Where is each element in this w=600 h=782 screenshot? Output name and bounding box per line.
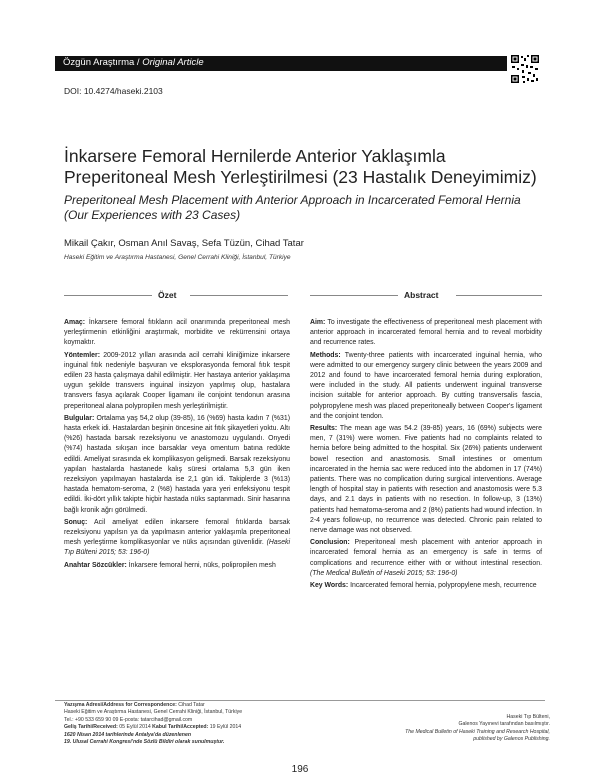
- article-type-sep: /: [136, 57, 140, 68]
- ozet-citation: (Haseki Tıp Bülteni 2015; 53: 196-0): [64, 539, 290, 557]
- abstract-keywords: [310, 581, 542, 591]
- article-type-band: [55, 56, 507, 71]
- abstract-rule-left: [310, 295, 398, 296]
- publisher-line-2: Galenos Yayınevi tarafından basılmıştır.: [458, 721, 550, 728]
- correspondence-address: Haseki Eğitim ve Araştırma Hastanesi, Genel Cerrahi Kliniği, İstanbul, Türkiye: [64, 709, 243, 716]
- ozet-anahtar-text: İnkarsere femoral herni, nüks, polipropilen mesh: [128, 561, 276, 569]
- title-english: Preperitoneal Mesh Placement with Anterior Approach in Incarcerated Femoral Hernia (Our Experiences with 23 Cases): [64, 193, 521, 222]
- abstract-aim-text: To investigate the effectiveness of preperitoneal mesh placement with anterior approach in incarcerated femoral hernia and to reveal morbidity and recurrence rates.: [310, 319, 542, 347]
- ozet-column: [64, 318, 290, 573]
- abstract-keywords-label: Key Words:: [310, 582, 349, 590]
- article-type-label: [63, 57, 204, 68]
- authors: Mikail Çakır, Osman Anıl Savaş, Sefa Tüzün, Cihad Tatar: [64, 238, 304, 249]
- abstract-aim: [310, 318, 542, 349]
- abstract-column: [310, 318, 542, 593]
- ozet-rule-right: [190, 295, 288, 296]
- title-turkish: İnkarsere Femoral Hernilerde Anterior Yaklaşımla Preperitoneal Mesh Yerleştirilmesi (23 Hastalık Deneyimimiz): [64, 146, 537, 187]
- article-type-en: Original Article: [142, 57, 204, 68]
- ozet-yontem-text: 2009-2012 yılları arasında acil cerrahi kliniğimize inkarsere inguinal fıtık nedeniyle başvuran ve eksplorasyonda femoral fıtık tespit edilen 23 hasta çalışmaya dahil edilmiştir. Her hastaya anterior yaklaşıma uygun şekilde transvers inguinal insizyon yapılmış olup, hastalara transvers fasya açılarak Cooper ligamanı ile conjoint tendonun arasına preperitoneal alana polypropilen mesh yerleştirilmiştir.: [64, 351, 290, 410]
- abstract-aim-label: Aim:: [310, 319, 326, 326]
- qr-code-icon: [510, 54, 540, 84]
- received-date: 05 Eylül 2014: [119, 724, 151, 731]
- ozet-amac: [64, 318, 290, 349]
- ozet-amac-label: Amaç:: [64, 319, 86, 326]
- publisher-line-3: The Medical Bulletin of Haseki Training and Research Hospital,: [405, 728, 550, 735]
- received-label: Geliş Tarihi/Received:: [64, 724, 118, 731]
- abstract-results-text: The mean age was 54.2 (39-85) years, 16 (69%) subjects were men, 7 (31%) were women. Five patients had no complaints related to hernia before being admitted to the hospital. Six (26%) patients underwent bowel resection and anastomosis. Small intestines or omentum incarcerated in the hernia sac were reduced into the abdomen in 17 (74%) patients. There was no complication during surgical interventions. Average length of hospital stay in patients with resection and anastomosis were 5.3 days, and 2.1 days in patients with no resection. In follow-up, 3 (13%) patients had hematoma-seroma and 2 (8%) patients had wound infection. In 2-4 years follow-up, no recurrence was detected. Chronic pain related to nerve damage was not observed.: [310, 425, 542, 535]
- abstract-results: [310, 424, 542, 536]
- ozet-yontem: [64, 351, 290, 412]
- correspondence-footer: [64, 702, 294, 746]
- ozet-bulgu: [64, 414, 290, 516]
- abstract-results-label: Results:: [310, 425, 338, 433]
- presentation-note-2: 19. Ulusal Cerrahi Kongresi'nde Sözlü Bildiri olarak sunulmuştur.: [64, 739, 225, 746]
- ozet-bulgu-label: Bulgular:: [64, 414, 95, 422]
- publisher-line-4: published by Galenos Publishing.: [473, 736, 550, 743]
- publisher-line-1: Haseki Tıp Bülteni,: [506, 714, 550, 720]
- doi: DOI: 10.4274/haseki.2103: [64, 86, 163, 96]
- ozet-sonuc-text: Acil ameliyat edilen inkarsere femoral fıtıklarda barsak rezeksiyonu yapılsın ya da yapılmasın anterior yaklaşımla preperitoneal mesh yerleştirme komplikasyonlar ve nüks açısından güvenlidir.: [64, 518, 290, 547]
- abstract-conclusion: [310, 538, 542, 579]
- page-number: 196: [291, 764, 309, 775]
- abstract-conclusion-label: Conclusion:: [310, 539, 350, 547]
- ozet-amac-text: İnkarsere femoral fıtıkların acil onarımında preperitoneal mesh yerleştirmenin etkinliğini araştırmak, morbidite ve rekürrensini ortaya koymaktır.: [64, 319, 290, 347]
- article-type-tr: Özgün Araştırma: [63, 57, 135, 68]
- abstract-methods-text: Twenty-three patients with incarcerated inguinal hernia, who were admitted to our emergency surgery clinic between the years 2009 and 2012 and found to have incarcerated femoral hernia during exploration, were included in the study. All patients underwent inguinal transverse incision suitable for anterior approach. By cutting transversalis fascia, polypropylene mesh was placed preperitoneally between Cooper's ligament and the conjoint tendon.: [310, 351, 542, 420]
- correspondence-label: Yazışma Adresi/Address for Correspondence:: [64, 702, 177, 708]
- ozet-anahtar-label: Anahtar Sözcükler:: [64, 561, 127, 569]
- ozet-bulgu-text: Ortalama yaş 54,2 olup (39-85), 16 (%69) hasta kadın 7 (%31) hasta erkek idi. Hastalardan beşinin öncesine ait fıtık şikayetleri yoktu. Altı (%26) hastada barsak rezeksiyonu ve anastomozu uygulandı. Onyedi (%74) hastada sıkışan ince barsaklar veya omentum batına redükte edildi. Ameliyat sırasında ek komplikasyon gelişmedi. Barsak rezeksiyonu yapılan hastalarda hastanede kalış süresi ortalama 5,3 gün iken rezeksiyon yapılmayan hastalarda ise 2,1 gün idi. Takiplerde 3 (%13) hastada hematom-seroma, 2 (%8) hastada yara yeri enfeksiyonu tespit edildi. İki-dört yıllık takipte hiçbir hastada nüks saptanmadı. Sinir hasarına bağlı kronik ağrı görülmedi.: [64, 414, 290, 514]
- ozet-yontem-label: Yöntemler:: [64, 351, 100, 359]
- ozet-heading: Özet: [158, 290, 177, 300]
- abstract-citation: (The Medical Bulletin of Haseki 2015; 53: 196-0): [310, 569, 458, 577]
- accepted-label: Kabul Tarihi/Accepted:: [152, 724, 209, 731]
- ozet-rule-left: [64, 295, 152, 296]
- dates-line: [64, 724, 294, 731]
- abstract-conclusion-text: Preperitoneal mesh placement with anterior approach in incarcerated femoral hernia as an emergency is safe in terms of complications and recurrence either with or without intestinal resection.: [310, 539, 542, 567]
- abstract-methods-label: Methods:: [310, 351, 341, 359]
- ozet-sonuc: [64, 518, 290, 559]
- ozet-anahtar: [64, 561, 290, 571]
- abstract-heading: Abstract: [404, 290, 439, 300]
- accepted-date: 19 Eylül 2014: [209, 724, 242, 731]
- presentation-note-1: 1620 Nisan 2014 tarihlerinde Antalya'da düzenlenen: [64, 731, 192, 738]
- abstract-methods: [310, 351, 542, 422]
- publisher-footer: [380, 714, 550, 744]
- correspondence-name: Cihad Tatar: [178, 702, 205, 708]
- footer-rule: [55, 700, 545, 701]
- abstract-keywords-text: Incarcerated femoral hernia, polypropylene mesh, recurrence: [350, 582, 537, 590]
- correspondence-contact: Tel.: +90 533 659 90 09 E-posta: tatarcihad@gmail.com: [64, 716, 193, 723]
- affiliation: Haseki Eğitim ve Araştırma Hastanesi, Genel Cerrahi Kliniği, İstanbul, Türkiye: [64, 254, 291, 261]
- ozet-sonuc-label: Sonuç:: [64, 518, 88, 526]
- abstract-rule-right: [456, 295, 542, 296]
